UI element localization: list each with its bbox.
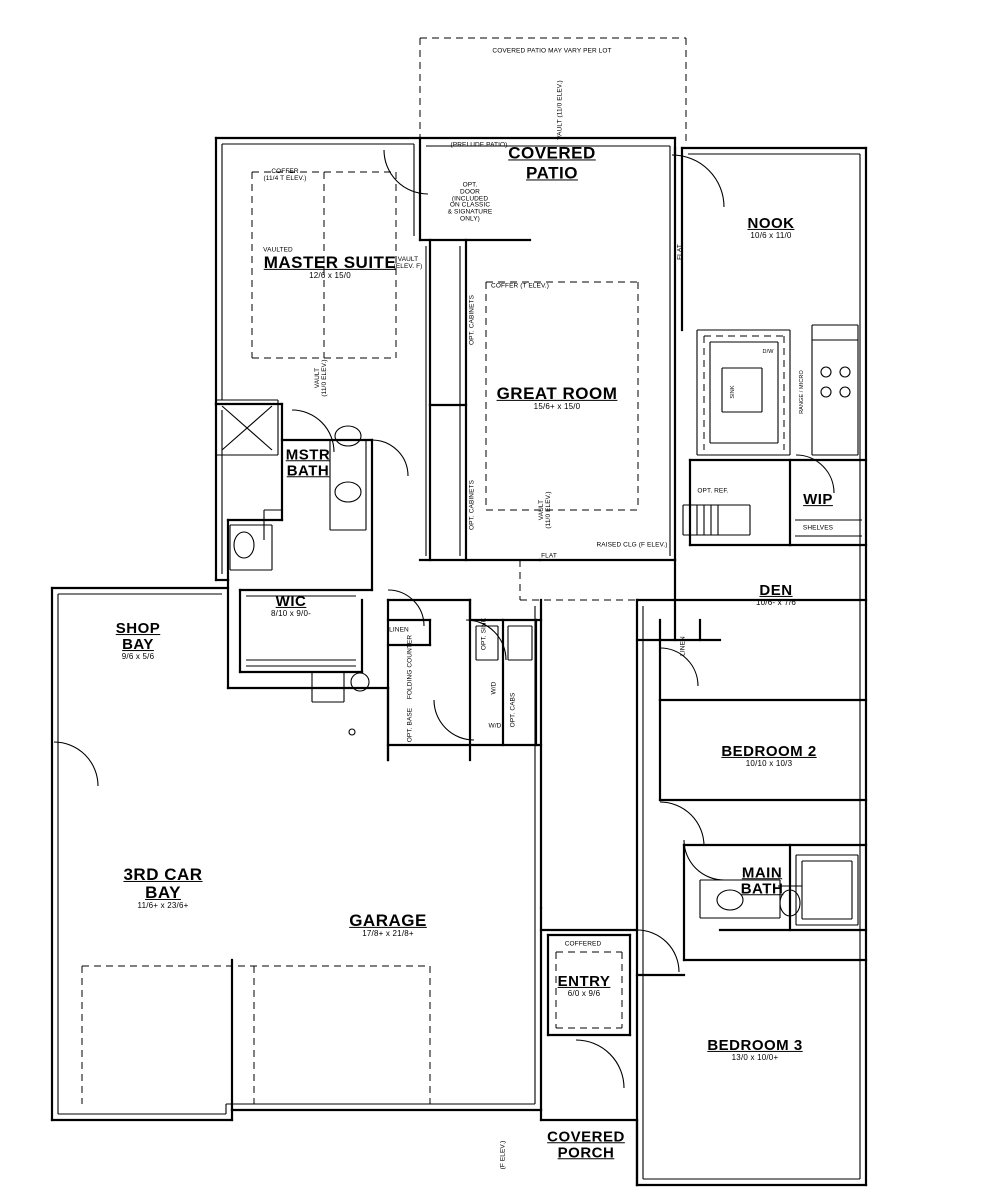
note-coffer-master: COFFER (11/4 T ELEV.): [263, 168, 307, 182]
note-vault-master: VAULT (11/0 ELEV.): [314, 359, 328, 397]
note-opt-door: OPT. DOOR (INCLUDED ON CLASSIC & SIGNATURE ONLY): [447, 181, 493, 223]
note-linen-hall: LINEN: [679, 636, 687, 656]
note-raised-clg: RAISED CLG (F ELEV.): [596, 541, 668, 549]
note-linen-laundry: LINEN: [389, 626, 409, 634]
room-label-entry: ENTRY 6/0 x 9/6: [557, 972, 611, 998]
room-label-garage: GARAGE 17/8+ x 21/8+: [349, 910, 427, 938]
room-label-bedroom-3: BEDROOM 3 13/0 x 10/0+: [707, 1036, 803, 1062]
room-label-master-suite: MASTER SUITE 12/6 x 15/0: [263, 252, 397, 280]
note-sink: SINK: [730, 385, 737, 399]
note-coffer-t-elev: COFFER (T ELEV.): [491, 282, 549, 290]
note-f-elev-porch: (F ELEV.): [499, 1140, 507, 1170]
room-label-den: DEN 10/6- x 7/6: [755, 581, 797, 607]
room-label-wic: WIC 8/10 x 9/0-: [270, 592, 312, 618]
room-label-wip: WIP: [803, 491, 833, 509]
room-label-3rd-car-bay: 3RD CAR BAY 11/6+ x 23/6+: [123, 864, 203, 910]
note-opt-sink: OPT. SINK: [480, 617, 488, 651]
room-label-nook: NOOK 10/6 x 11/0: [747, 214, 795, 240]
room-label-covered-patio: COVERED PATIO: [508, 143, 596, 182]
note-flat-great-room: FLAT: [541, 552, 557, 560]
note-vault-elev-f: VAULT (ELEV. F): [393, 256, 423, 270]
room-label-master-bath: MSTR BATH: [285, 446, 331, 479]
note-vault-great-room: VAULT (11/0 ELEV.): [538, 491, 552, 529]
note-covered-patio-vary: COVERED PATIO MAY VARY PER LOT: [492, 47, 612, 55]
note-folding-counter: FOLDING COUNTER: [406, 634, 414, 700]
note-opt-cabs: OPT. CABS: [509, 692, 517, 728]
note-washer-dryer-1: W/D: [490, 681, 498, 695]
note-vaulted: VAULTED: [263, 246, 293, 254]
room-label-great-room: GREAT ROOM 15/6+ x 15/0: [496, 383, 618, 411]
note-opt-base: OPT. BASE: [406, 707, 414, 743]
note-flat-nook: FLAT: [676, 244, 684, 260]
room-label-main-bath: MAIN BATH: [740, 864, 784, 897]
note-coffered-entry: COFFERED: [564, 940, 602, 948]
note-opt-ref: OPT. REF.: [697, 487, 729, 495]
note-opt-cabinets-upper: OPT. CABINETS: [468, 294, 476, 346]
note-prelude-patio: (PRELUDE PATIO): [450, 141, 508, 149]
note-washer-dryer-2: W/D: [488, 722, 502, 730]
note-opt-cabinets-lower: OPT. CABINETS: [468, 479, 476, 531]
note-shelves: SHELVES: [802, 524, 834, 532]
room-label-bedroom-2: BEDROOM 2 10/10 x 10/3: [721, 742, 817, 768]
note-range-micro: RANGE / MICRO: [799, 370, 806, 414]
room-label-shop-bay: SHOP BAY 9/6 x 5/6: [115, 620, 161, 661]
room-label-covered-porch: COVERED PORCH: [547, 1128, 625, 1161]
note-vault-patio: VAULT (11/0 ELEV.): [556, 80, 564, 140]
note-dishwasher: D/W: [762, 349, 774, 356]
